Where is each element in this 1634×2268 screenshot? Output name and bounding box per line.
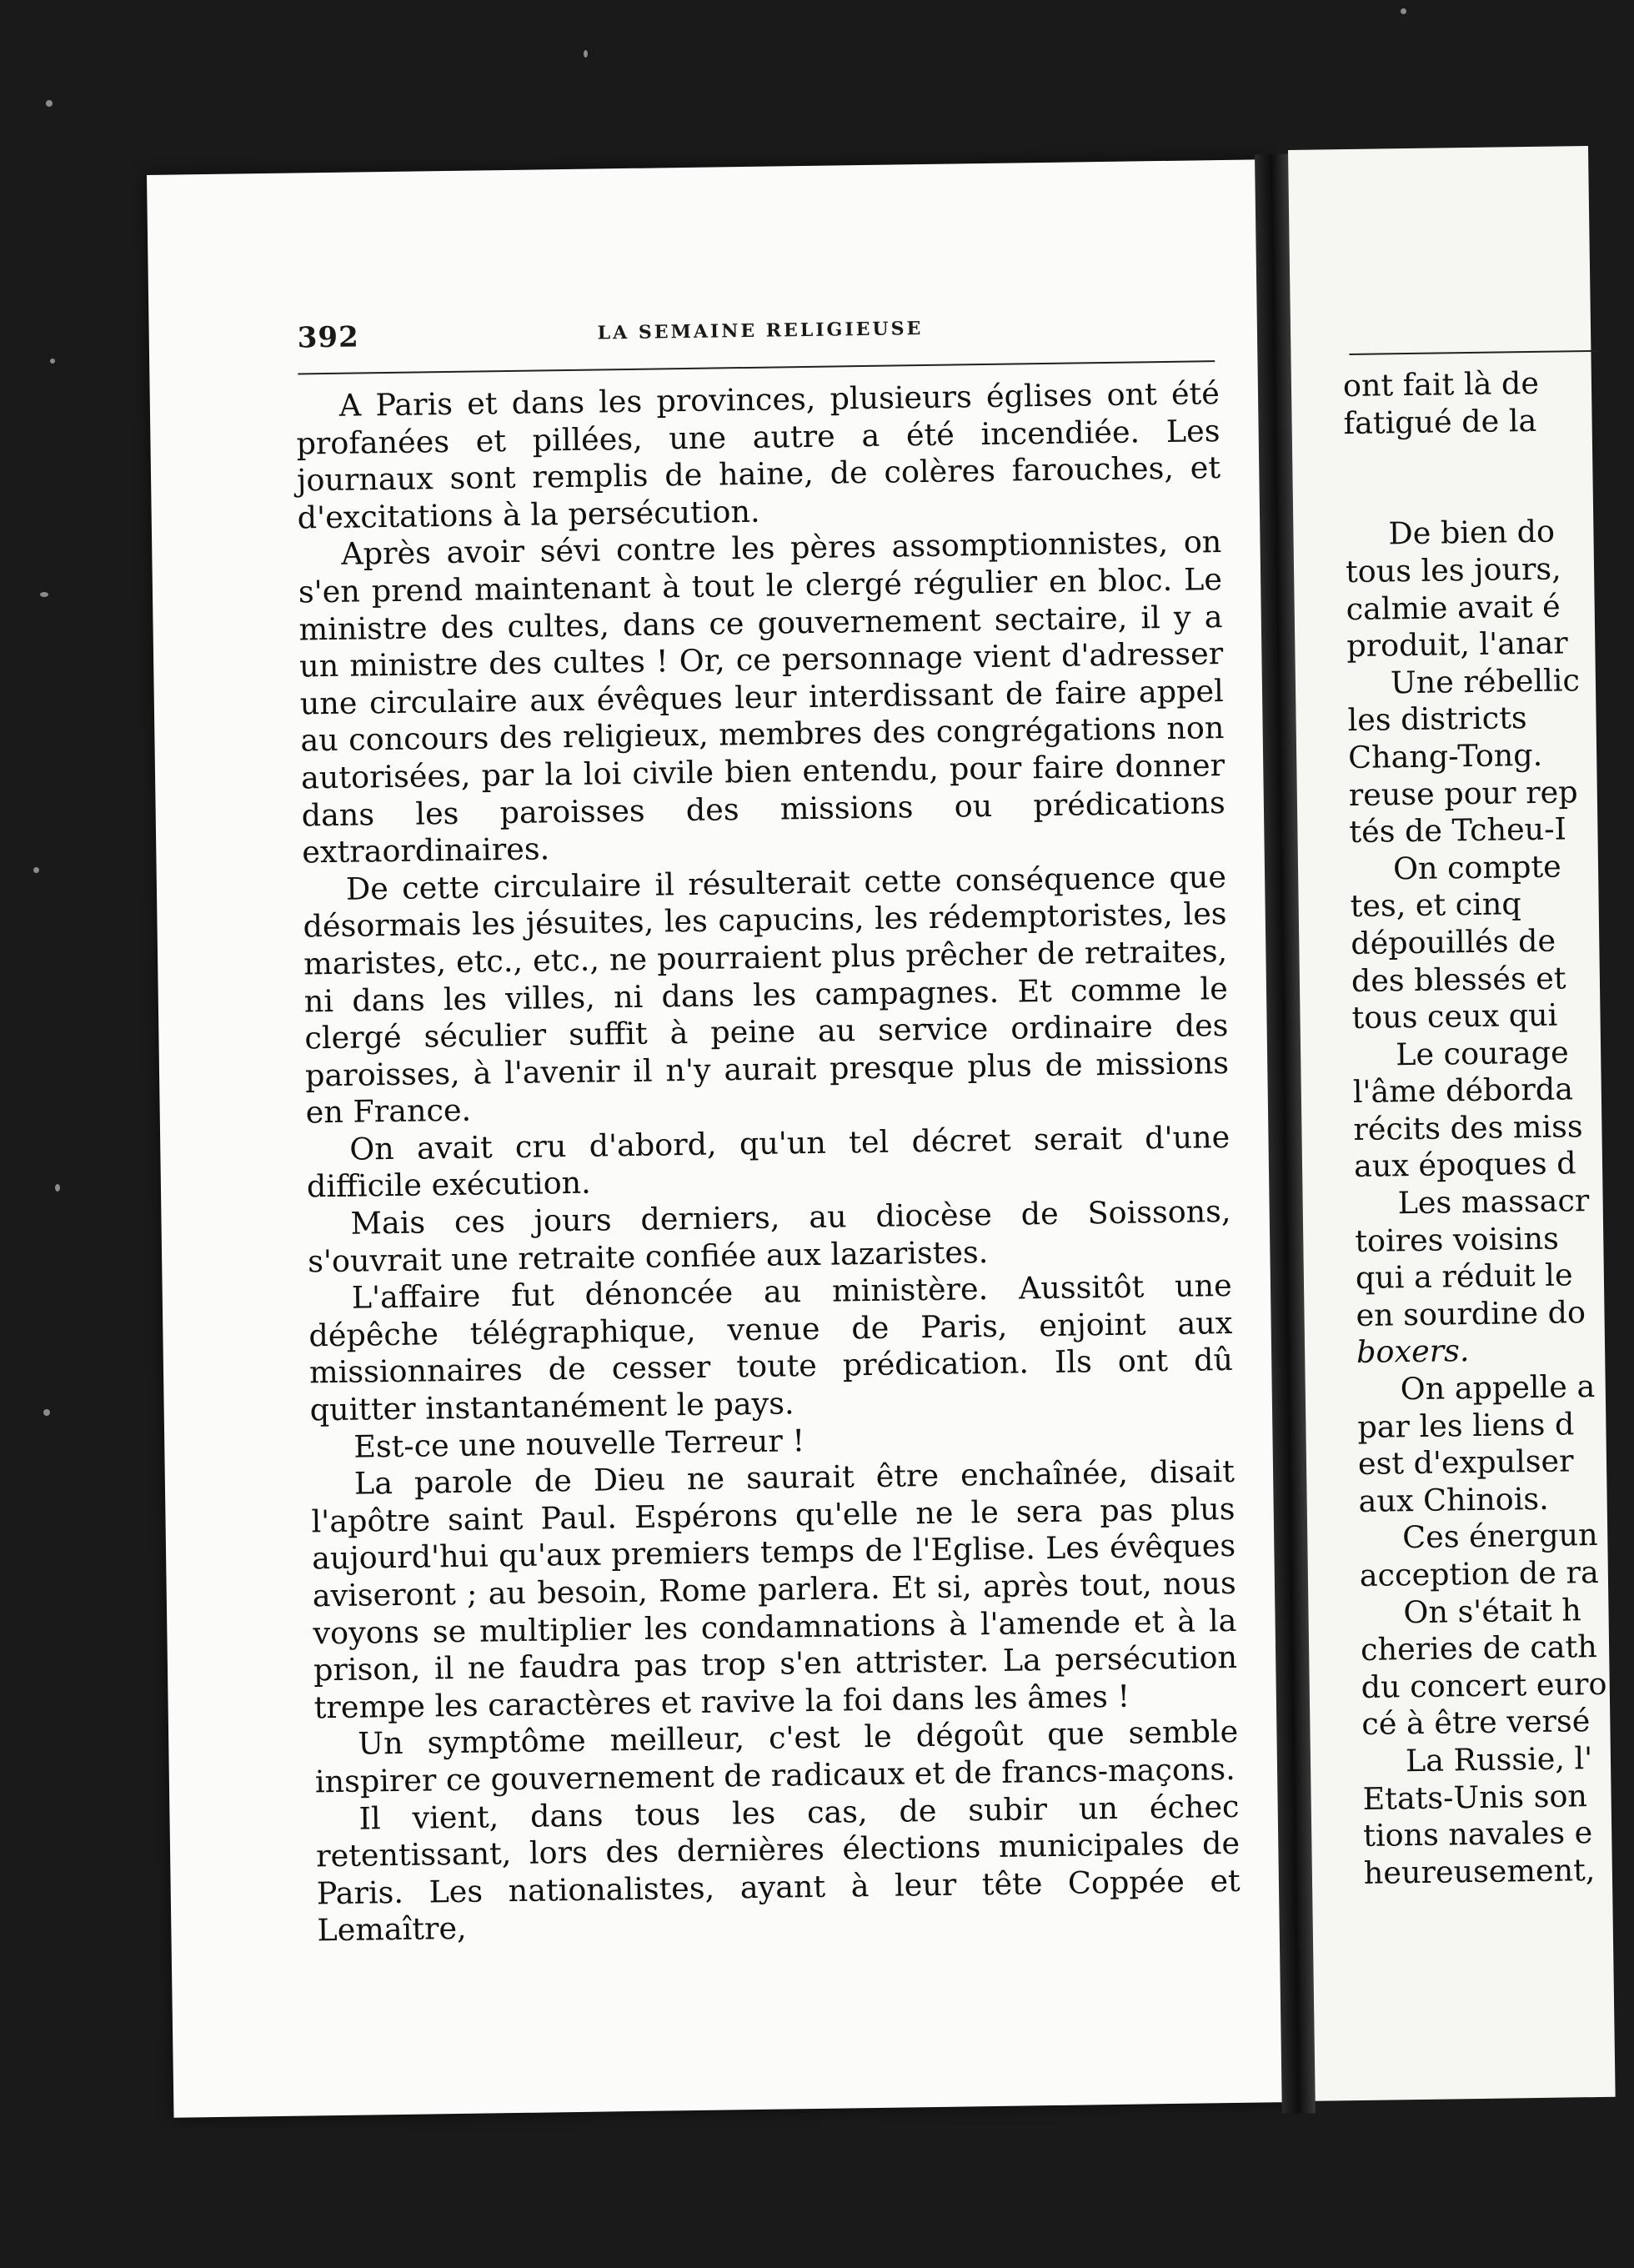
page-header [297,309,1215,363]
right-page-line: récits des miss [1353,1108,1583,1147]
right-page-line: toires voisins [1354,1220,1560,1259]
right-page-line: du concert euro [1361,1665,1607,1705]
paragraph: L'affaire fut dénoncée au ministère. Aussitôt une dépêche télégraphique, venue de Paris, enjoint aux missionnaires de cesser toute prédication. Ils ont dû quitter instantanément le pays. [308,1267,1234,1428]
right-page-line [1344,439,1611,479]
right-page-line: La Russie, l' [1405,1740,1593,1779]
right-page-line: tous ceux qui [1351,996,1558,1036]
paragraph: Il vient, dans tous les cas, de subir un échec retentissant, lors des dernières élections municipales de Paris. Les nationalistes, ayant à leur tête Coppée et Lemaître, [315,1788,1241,1949]
paragraph: Après avoir sévi contre les pères assomptionnistes, on s'en prend maintenant à tout le clergé régulier en bloc. Le ministre des cultes, dans ce gouvernement sectaire, il y a un ministre des cultes ! Or, ce personnage vient d'adresser une circulaire aux évêques leur interdissant de faire appel au concours des religieux, membres des congrégations non autorisées, par la loi civile bien entendu, pour faire donner dans les paroisses des missions ou prédications extraordinaires. [298,524,1226,871]
right-page-line: qui a réduit le [1355,1257,1573,1297]
right-page-line [1345,475,1612,516]
right-page-line: tés de Tcheu-I [1349,810,1567,850]
right-page-line: De bien do [1388,513,1556,552]
paragraph: Un symptôme meilleur, c'est le dégoût que semble inspirer ce gouvernement de radicaux et de francs-maçons. [314,1714,1239,1800]
right-page-line: dépouillés de [1350,922,1556,961]
paragraph: La parole de Dieu ne saurait être enchaînée, disait l'apôtre saint Paul. Espérons qu'elle ne le sera pas plus aujourd'hui qu'aux premiers temps de l'Eglise. Les évêques aviseront ; au besoin, Rome parlera. Et si, après tout, nous voyons se multiplier les condamnations à l'amende et à la prison, il ne faudra pas trop s'en attrister. La persécution trempe les caractères et ravive la foi dans les âmes ! [311,1453,1238,1726]
right-page-line: produit, l'anar [1346,625,1568,665]
right-page-line: tions navales e [1362,1814,1593,1854]
right-page-line: On compte [1392,848,1562,887]
right-page-text [1343,364,1631,1893]
right-page-line: les districts [1347,700,1527,739]
right-page-line: aux Chinois. [1358,1480,1549,1519]
right-page-line: cheries de cath [1360,1628,1597,1668]
right-page-line: tes, et cinq [1350,886,1522,925]
right-page-line: fatigué de la [1343,402,1537,441]
right-page-line: boxers. [1356,1332,1470,1371]
right-page-line: par les liens d [1357,1405,1575,1445]
page-number: 392 [297,320,360,355]
right-page-line: Ces énergun [1401,1517,1598,1556]
right-page-line: heureusement, [1363,1851,1596,1891]
right-page-line: reuse pour rep [1348,773,1578,813]
right-page-line: Les massacr [1397,1182,1590,1222]
right-page-line: cé à être versé [1361,1703,1591,1743]
right-page-line: Le courage [1395,1034,1569,1072]
right-page-line: est d'expulser [1357,1443,1574,1483]
right-page-line: en sourdine do [1356,1293,1586,1333]
body-text [296,375,1241,1949]
right-page-line: ont fait là de [1342,364,1540,404]
running-head: LA SEMAINE RELIGIEUSE [597,318,924,344]
right-page-line: l'âme déborda [1352,1071,1574,1111]
right-page-line: Etats-Unis son [1362,1777,1588,1817]
right-page-line: Chang-Tong. [1347,736,1543,775]
right-page-line: tous les jours, [1345,550,1562,590]
left-page [147,159,1291,2117]
paragraph: De cette circulaire il résulterait cette conséquence que désormais les jésuites, les capucins, les rédemptoristes, les maristes, etc., etc., ne pourraient plus prêcher de retraites, ni dans les villes, ni dans les campagnes. Et comme le clergé séculier suffit à peine au service ordinaire des paroisses, à l'avenir il n'y aurait presque plus de missions en France. [303,858,1230,1131]
paragraph: A Paris et dans les provinces, plusieurs églises ont été profanées et pillées, une autre a été incendiée. Les journaux sont remplis de haine, de colères farouches, et d'excitations à la persécution. [296,375,1221,536]
right-page-line: Une rébellic [1390,661,1581,701]
right-header-rule [1349,350,1599,355]
right-page-line: calmie avait é [1346,588,1561,627]
paragraph: Est-ce une nouvelle Terreur ! [353,1422,805,1465]
header-rule [298,360,1215,374]
paragraph: Mais ces jours derniers, au diocèse de Soissons, s'ouvrait une retraite confiée aux lazaristes. [307,1193,1231,1280]
right-page-line: On appelle a [1400,1368,1596,1407]
paragraph: On avait cru d'abord, qu'un tel décret serait d'une difficile exécution. [306,1118,1231,1205]
right-page-line: acception de ra [1359,1553,1599,1593]
right-page-line: On s'était h [1403,1591,1582,1630]
right-page [1288,146,1616,2101]
right-page-line: aux époques d [1353,1145,1576,1185]
right-page-line: des blessés et [1351,959,1566,999]
